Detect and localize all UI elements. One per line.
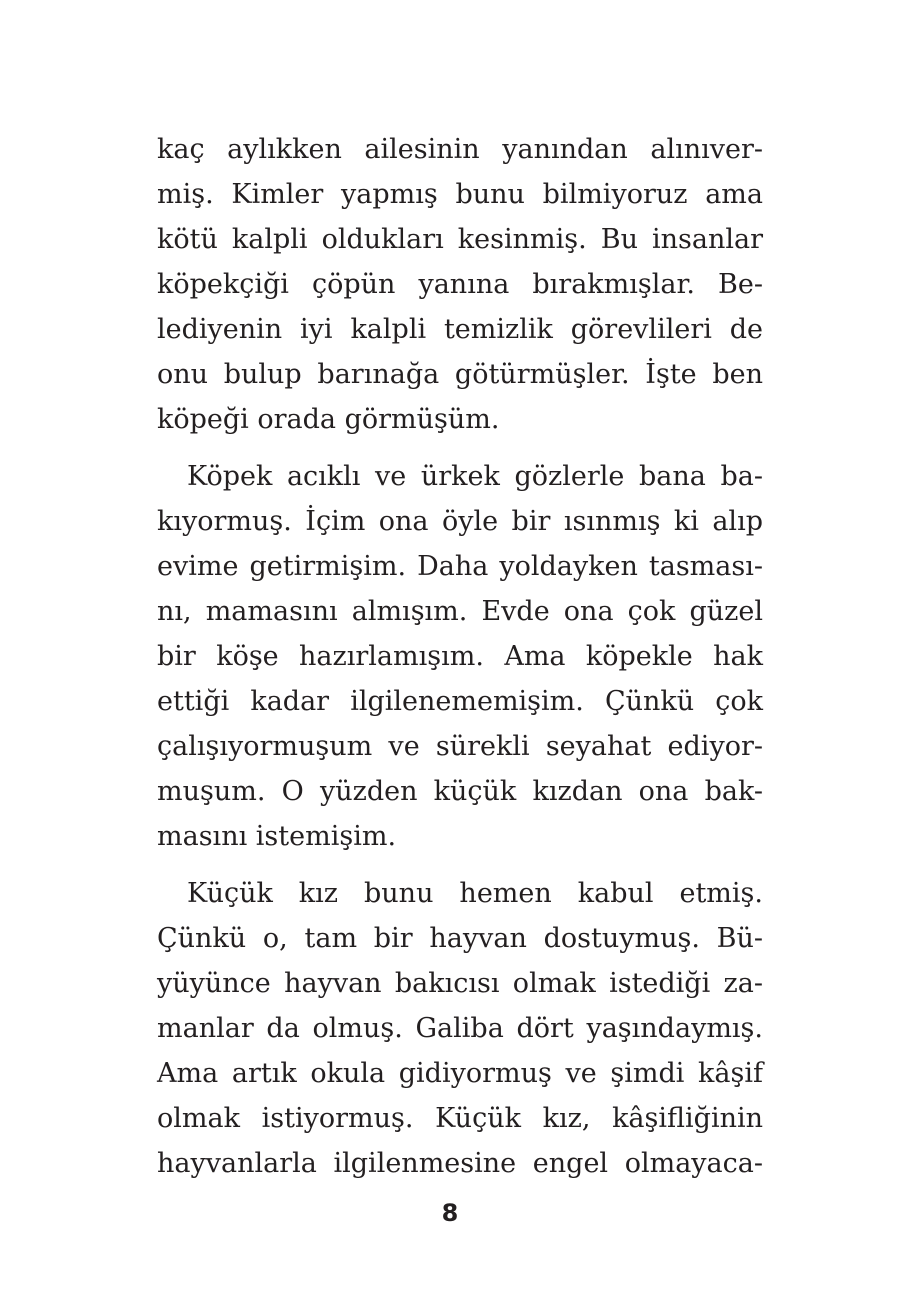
page-number: 8 [441, 1199, 459, 1227]
text-line: olmak istiyormuş. Küçük kız, kâşifliğinin [157, 1103, 763, 1134]
text-line: ettiği kadar ilgilenememişim. Çünkü çok [157, 686, 763, 717]
text-line: kıyormuş. İçim ona öyle bir ısınmış ki alıp [157, 506, 763, 537]
text-line: lediyenin iyi kalpli temizlik görevlileri de [157, 314, 763, 345]
text-line: yüyünce hayvan bakıcısı olmak istediği za- [157, 968, 763, 999]
text-line: Küçük kız bunu hemen kabul etmiş. [187, 878, 763, 909]
text-line: bir köşe hazırlamışım. Ama köpekle hak [157, 641, 763, 672]
text-line: miş. Kimler yapmış bunu bilmiyoruz ama [157, 179, 763, 210]
text-line: köpekçiği çöpün yanına bırakmışlar. Be- [157, 269, 763, 300]
text-line: muşum. O yüzden küçük kızdan ona bak- [157, 776, 763, 807]
text-line: nı, mamasını almışım. Evde ona çok güzel [157, 596, 763, 627]
text-line: Ama artık okula gidiyormuş ve şimdi kâşif [157, 1058, 763, 1089]
text-line: köpeği orada görmüşüm. [157, 404, 500, 435]
text-line: masını istemişim. [157, 821, 397, 852]
text-line: Çünkü o, tam bir hayvan dostuymuş. Bü- [157, 923, 763, 954]
text-line: kaç aylıkken ailesinin yanından alınıver- [157, 134, 763, 165]
paragraph-2 [157, 454, 763, 859]
text-line: kötü kalpli oldukları kesinmiş. Bu insanlar [157, 224, 763, 255]
paragraph-1 [157, 127, 763, 442]
text-line: hayvanlarla ilgilenmesine engel olmayaca- [157, 1148, 763, 1179]
text-line: çalışıyormuşum ve sürekli seyahat ediyor- [157, 731, 763, 762]
text-line: onu bulup barınağa götürmüşler. İşte ben [157, 359, 763, 390]
body-text [157, 127, 763, 1186]
text-line: manlar da olmuş. Galiba dört yaşındaymış. [157, 1013, 763, 1044]
paragraph-3 [157, 871, 763, 1186]
text-line: Köpek acıklı ve ürkek gözlerle bana ba- [187, 461, 763, 492]
text-line: evime getirmişim. Daha yoldayken tasması- [157, 551, 763, 582]
